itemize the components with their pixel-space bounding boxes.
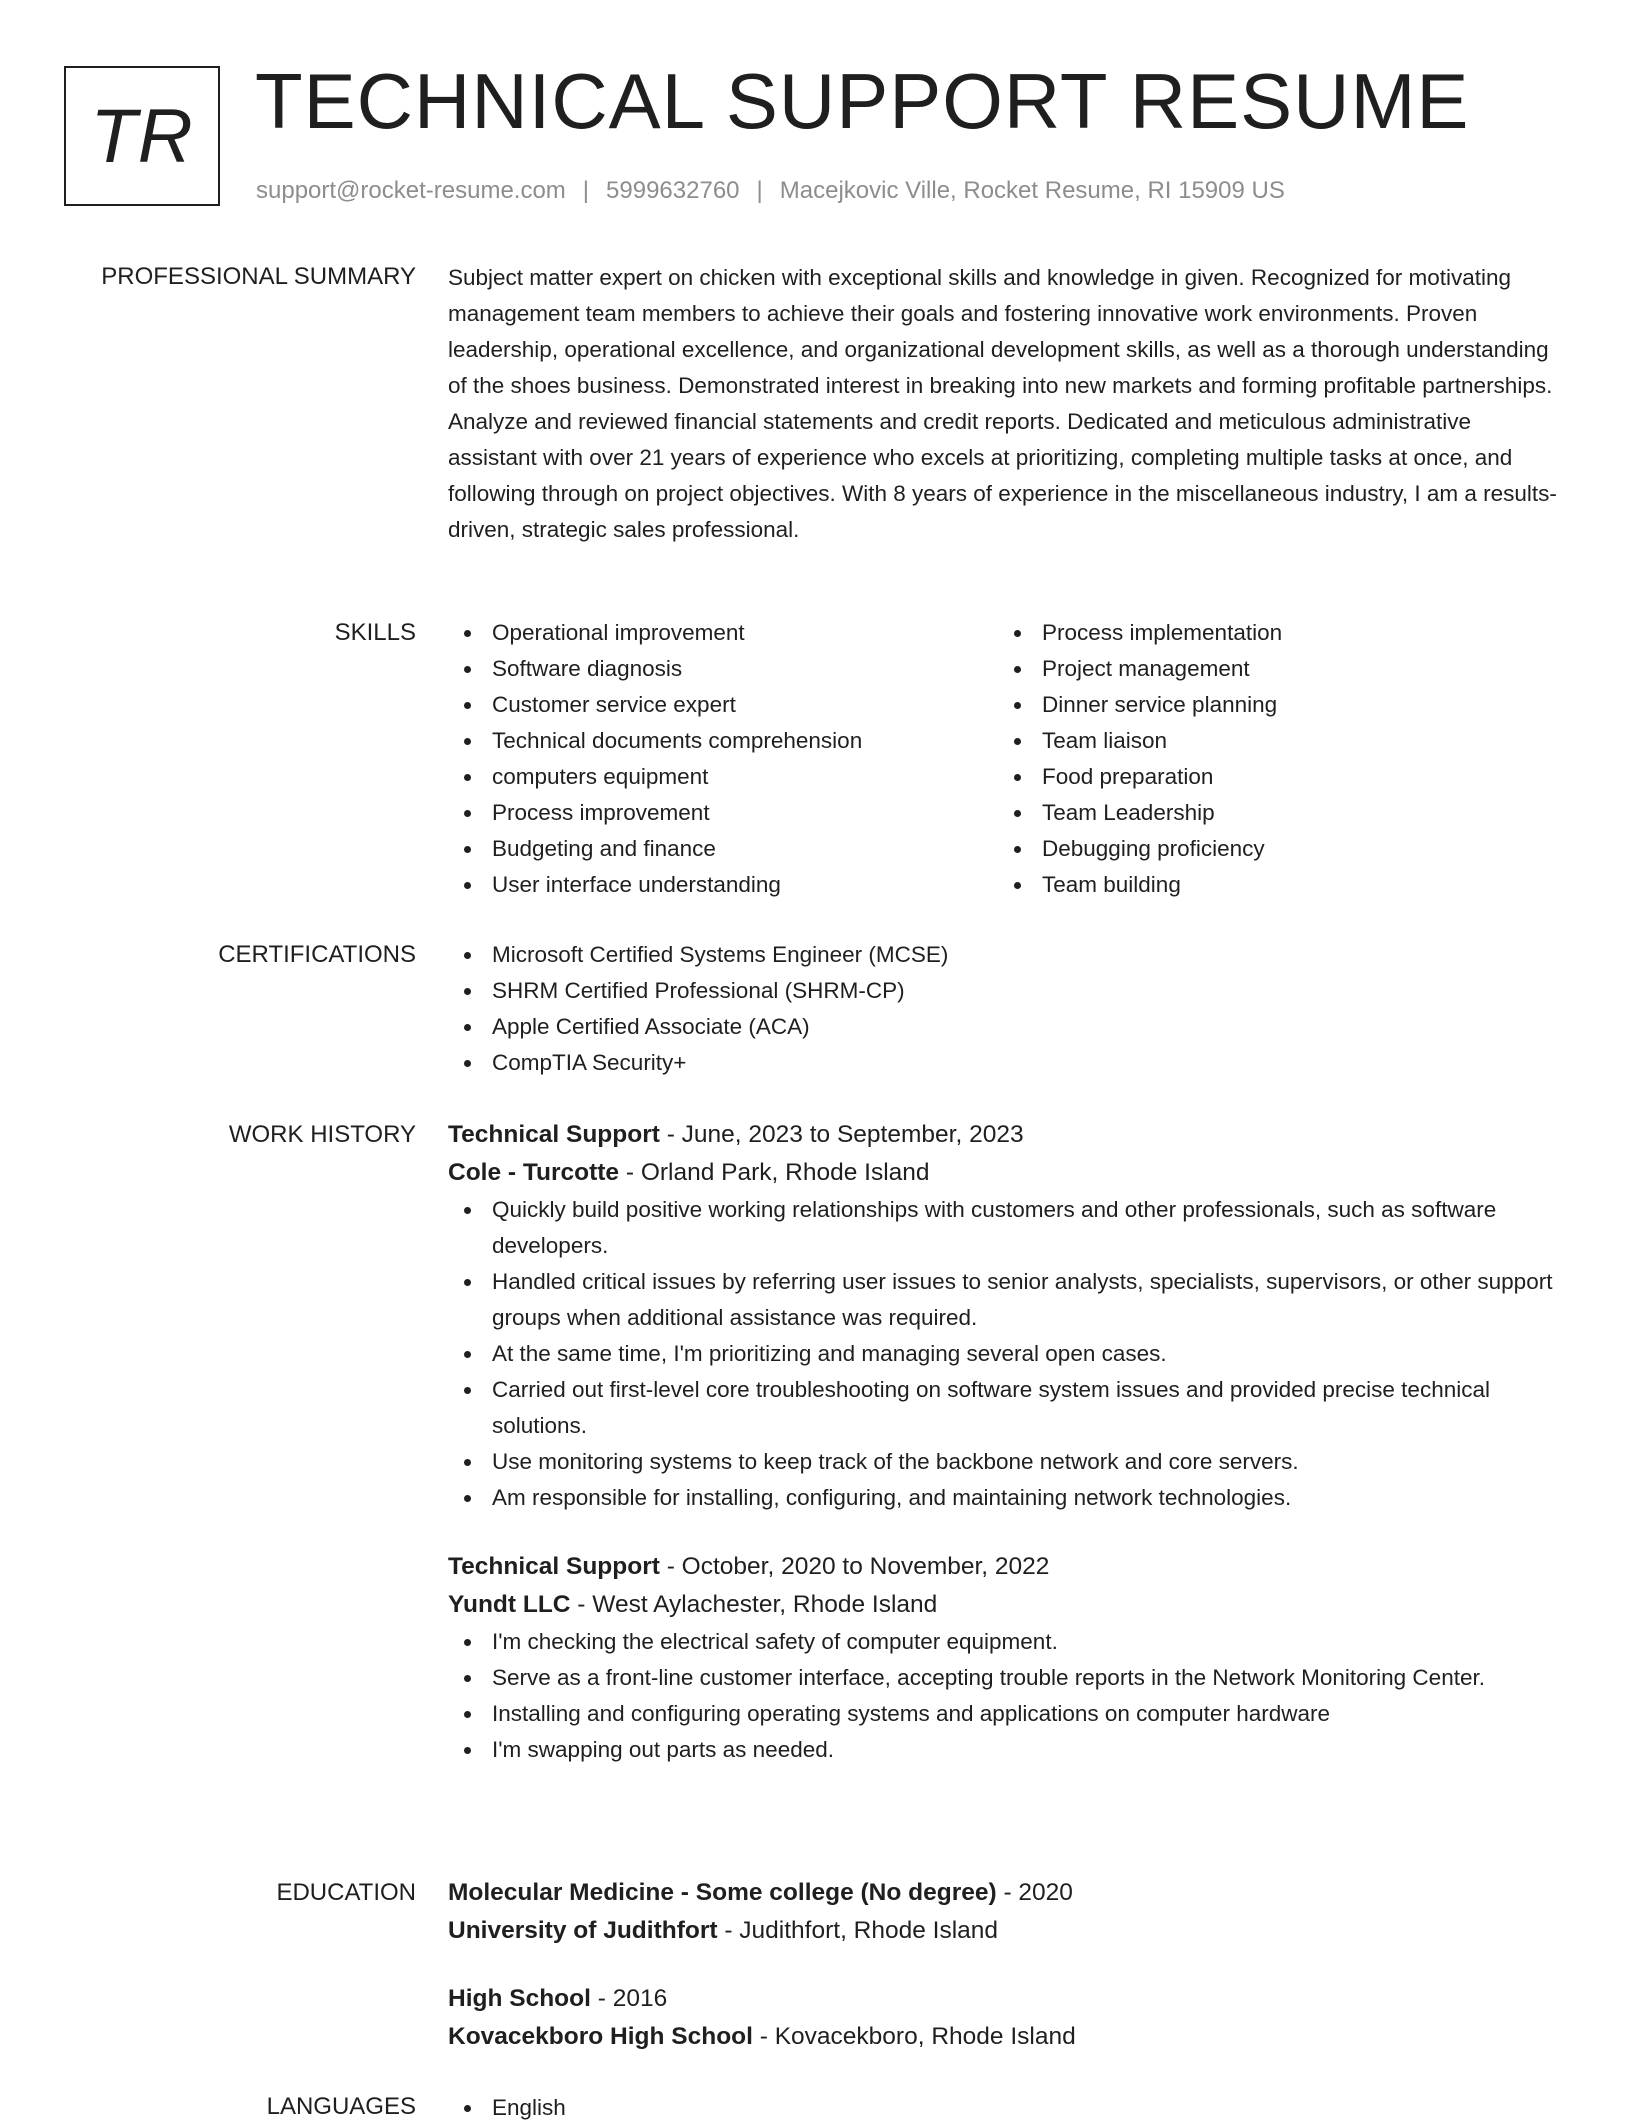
job-location: - Orland Park, Rhode Island (619, 1159, 930, 1186)
summary-text: Subject matter expert on chicken with exceptional skills and knowledge in given. Recognized for motivating management team members to achieve their goals and fostering innovative work environments. Proven leadership, operational excellence, and organizational development skills, as well as a thorough understanding of the shoes business. Demonstrated interest in breaking into new markets and forming profitable partnerships. Analyze and reviewed financial statements and credit reports. Dedicated and meticulous administrative assistant with over 21 years of experience who excels at prioritizing, completing multiple tasks at once, and following through on project objectives. With 8 years of experience in the miscellaneous industry, I am a results-driven, strategic sales professional. (448, 265, 1557, 542)
list-item: Process improvement (448, 795, 998, 831)
job-duties-list (448, 1192, 1558, 1516)
skills-list-right (998, 615, 1548, 903)
education-location: - Kovacekboro, Rhode Island (752, 2023, 1076, 2050)
list-item: I'm swapping out parts as needed. (448, 1732, 1558, 1768)
education-degree: High School (448, 1985, 591, 2012)
list-item: Budgeting and finance (448, 831, 998, 867)
list-item: Carried out first-level core troubleshooting on software system issues and provided precise technical solutions. (448, 1372, 1558, 1444)
list-item: Food preparation (998, 759, 1548, 795)
page-title: TECHNICAL SUPPORT RESUME (255, 57, 1470, 145)
list-item: Use monitoring systems to keep track of the backbone network and core servers. (448, 1444, 1558, 1480)
list-item: SHRM Certified Professional (SHRM-CP) (448, 973, 1558, 1009)
list-item: Quickly build positive working relationships with customers and other professionals, such as software developers. (448, 1192, 1558, 1264)
section-label-skills: SKILLS (334, 619, 416, 646)
list-item: Operational improvement (448, 615, 998, 651)
education-degree-line (448, 1874, 1558, 1912)
list-item: Team building (998, 867, 1548, 903)
summary-section (448, 260, 1558, 548)
skills-list-left (448, 615, 998, 903)
job-title: Technical Support (448, 1553, 660, 1580)
list-item: User interface understanding (448, 867, 998, 903)
list-item: Apple Certified Associate (ACA) (448, 1009, 1558, 1045)
work-history-section (448, 1116, 1558, 1768)
contact-email: support@rocket-resume.com (256, 177, 566, 204)
education-school-line (448, 2018, 1558, 2056)
list-item: Serve as a front-line customer interface, accepting trouble reports in the Network Monitoring Center. (448, 1660, 1558, 1696)
education-school: Kovacekboro High School (448, 2023, 753, 2050)
contact-line (256, 176, 1285, 206)
education-school: University of Judithfort (448, 1917, 718, 1944)
list-item: Technical documents comprehension (448, 723, 998, 759)
section-label-summary: PROFESSIONAL SUMMARY (101, 263, 416, 290)
section-label-education: EDUCATION (276, 1879, 416, 1906)
list-item: Software diagnosis (448, 651, 998, 687)
education-degree-line (448, 1980, 1558, 2018)
job-company-line (448, 1154, 1558, 1192)
certifications-list (448, 937, 1558, 1081)
job-company: Yundt LLC (448, 1591, 571, 1618)
job-company-line (448, 1586, 1558, 1624)
education-year: - 2020 (996, 1879, 1073, 1906)
job-title-line (448, 1548, 1558, 1586)
certifications-section (448, 937, 1558, 1081)
job-location: - West Aylachester, Rhode Island (570, 1591, 938, 1618)
list-item: Customer service expert (448, 687, 998, 723)
section-label-languages: LANGUAGES (266, 2093, 416, 2120)
education-year: - 2016 (590, 1985, 668, 2012)
list-item: Team Leadership (998, 795, 1548, 831)
list-item: Project management (998, 651, 1548, 687)
list-item: At the same time, I'm prioritizing and managing several open cases. (448, 1336, 1558, 1372)
job-duties-list (448, 1624, 1558, 1768)
skills-section (448, 615, 1558, 903)
languages-list (448, 2090, 1558, 2126)
list-item: English (448, 2090, 1558, 2126)
education-section (448, 1874, 1558, 2056)
list-item: Process implementation (998, 615, 1548, 651)
contact-phone: 5999632760 (606, 177, 740, 204)
job-company: Cole - Turcotte (448, 1159, 620, 1186)
list-item: I'm checking the electrical safety of computer equipment. (448, 1624, 1558, 1660)
list-item: Handled critical issues by referring user issues to senior analysts, specialists, supervisors, or other support groups when additional assistance was required. (448, 1264, 1558, 1336)
job-entry (448, 1116, 1558, 1516)
education-entry (448, 1980, 1558, 2056)
list-item: Microsoft Certified Systems Engineer (MCSE) (448, 937, 1558, 973)
monogram-logo: TR (64, 66, 220, 206)
list-item: Team liaison (998, 723, 1548, 759)
section-label-work-history: WORK HISTORY (228, 1121, 416, 1148)
list-item: CompTIA Security+ (448, 1045, 1558, 1081)
list-item: computers equipment (448, 759, 998, 795)
education-location: - Judithfort, Rhode Island (717, 1917, 999, 1944)
skills-grid (448, 615, 1558, 903)
list-item: Debugging proficiency (998, 831, 1548, 867)
education-school-line (448, 1912, 1558, 1950)
contact-address: Macejkovic Ville, Rocket Resume, RI 15909 US (779, 177, 1285, 204)
job-title: Technical Support (448, 1121, 660, 1148)
job-dates: - June, 2023 to September, 2023 (659, 1121, 1024, 1148)
list-item: Am responsible for installing, configuring, and maintaining network technologies. (448, 1480, 1558, 1516)
education-degree: Molecular Medicine - Some college (No degree) (448, 1879, 997, 1906)
job-title-line (448, 1116, 1558, 1154)
education-entry (448, 1874, 1558, 1950)
section-label-certifications: CERTIFICATIONS (218, 941, 416, 968)
job-dates: - October, 2020 to November, 2022 (659, 1553, 1050, 1580)
list-item: Installing and configuring operating systems and applications on computer hardware (448, 1696, 1558, 1732)
contact-separator: | (756, 177, 763, 204)
languages-section (448, 2090, 1558, 2126)
contact-separator: | (582, 177, 590, 204)
job-entry (448, 1548, 1558, 1768)
list-item: Dinner service planning (998, 687, 1548, 723)
